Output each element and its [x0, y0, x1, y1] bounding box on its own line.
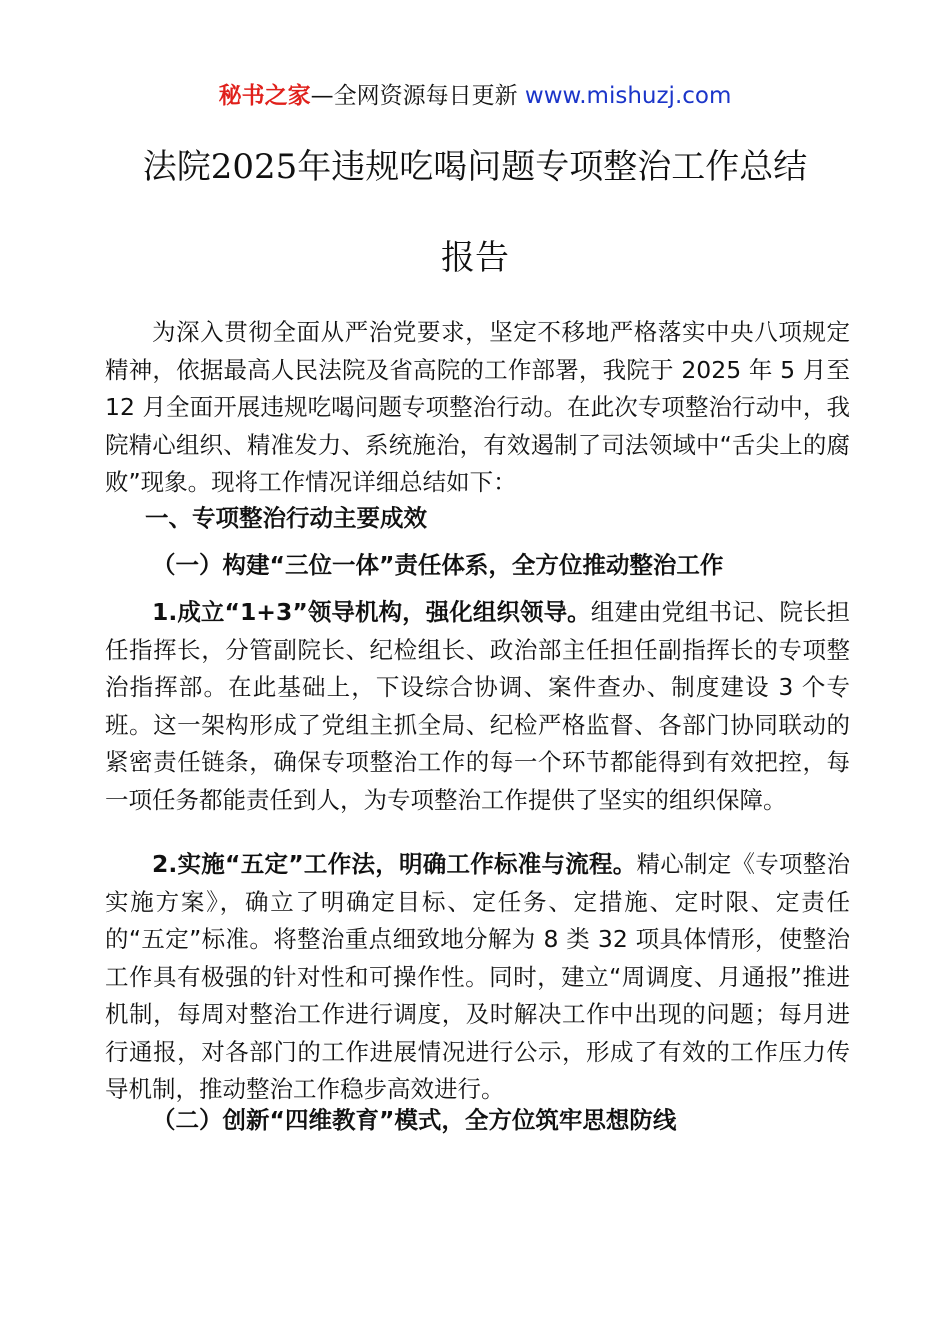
site-url-link[interactable]: www.mishuzj.com [524, 83, 732, 109]
header-tagline: —全网资源每日更新 [310, 83, 525, 109]
item-1-text: 组建由党组书记、院长担任指挥长，分管副院长、纪检组长、政治部主任担任副指挥长的专项整治指挥部。在此基础上，下设综合协调、案件查办、制度建设 3 个专班。这一架构形成了党组主抓全局、纪检严格监督、各部门协同联动的紧密责任链条，确保专项整治工作的每一个环节都能得到有效把控，每一项任务都能责任到人，为专项整治工作提供了坚实的组织保障。 [105, 598, 851, 814]
site-header [0, 80, 950, 112]
item-1-lead: 1.成立“1+3”领导机构，强化组织领导。 [152, 598, 591, 626]
item-2-lead: 2.实施“五定”工作法，明确工作标准与流程。 [152, 850, 637, 878]
item-2-text: 精心制定《专项整治实施方案》，确立了明确定目标、定任务、定措施、定时限、定责任的“五定”标准。将整治重点细致地分解为 8 类 32 项具体情形，使整治工作具有极强的针对性和可操作性。同时，建立“周调度、月通报”推进机制，每周对整治工作进行调度，及时解决工作中出现的问题；每月进行通报，对各部门的工作进展情况进行公示，形成了有效的工作压力传导机制，推动整治工作稳步高效进行。 [105, 850, 851, 1103]
document-title-line-2: 报告 [441, 238, 509, 278]
subsection-1-heading: （一）构建“三位一体”责任体系，全方位推动整治工作 [152, 551, 724, 579]
document-title-line-1: 法院2025年违规吃喝问题专项整治工作总结 [142, 147, 808, 187]
item-2-paragraph [105, 846, 850, 1109]
subsection-2-heading: （二）创新“四维教育”模式，全方位筑牢思想防线 [152, 1106, 677, 1134]
brand-name: 秘书之家 [218, 83, 311, 109]
item-1-paragraph [105, 594, 850, 819]
intro-paragraph: 为深入贯彻全面从严治党要求，坚定不移地严格落实中央八项规定精神，依据最高人民法院及省高院的工作部署，我院于 2025 年 5 月至 12 月全面开展违规吃喝问题专项整治行动。在此次专项整治行动中，我院精心组织、精准发力、系统施治，有效遏制了司法领域中“舌尖上的腐败”现象。现将工作情况详细总结如下： [105, 318, 850, 496]
section-1-heading: 一、专项整治行动主要成效 [145, 504, 427, 532]
